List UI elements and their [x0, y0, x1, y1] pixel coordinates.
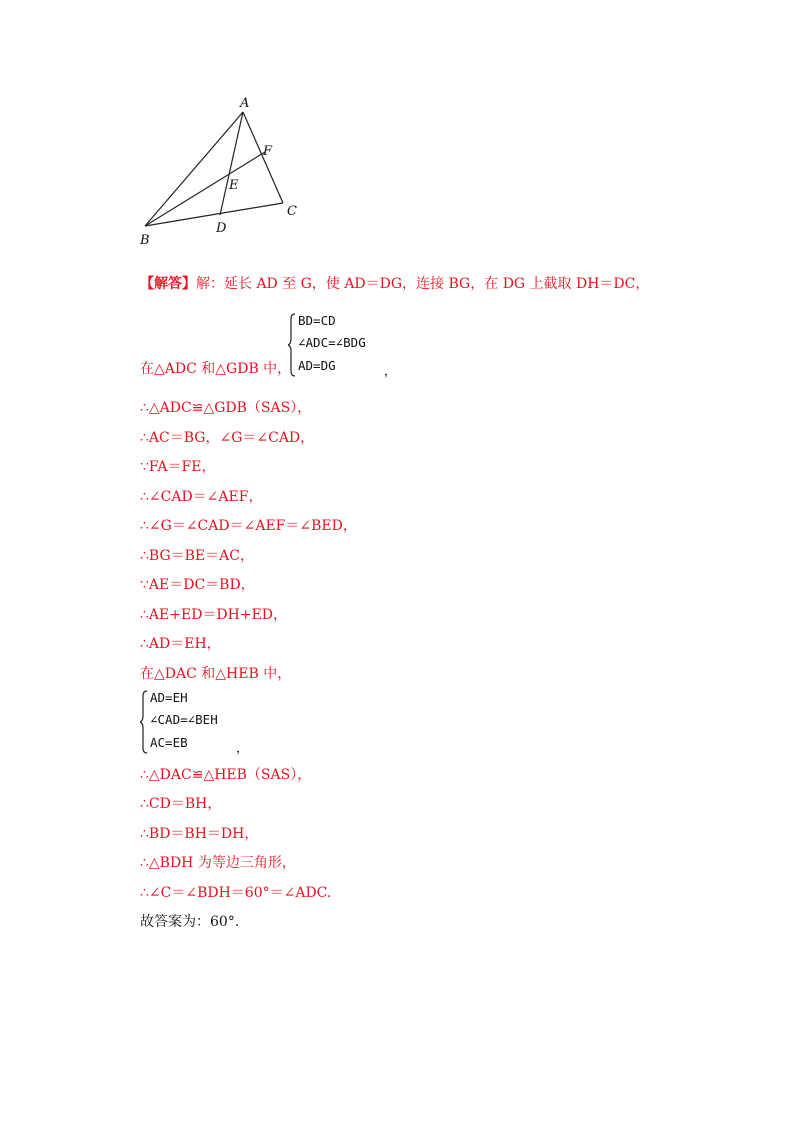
equation-system-2 — [140, 690, 250, 754]
final-answer: 故答案为：60°. — [140, 914, 240, 930]
sys1-row-1: BD=CD — [298, 313, 336, 328]
sys2-row-1: AD=EH — [150, 690, 188, 705]
step-7: ∵AE＝DC＝BD， — [140, 577, 255, 593]
triangle-diagram — [130, 92, 320, 252]
step-2: ∴AC＝BG，∠G＝∠CAD， — [140, 430, 315, 446]
sys2-comma: ， — [236, 740, 249, 755]
step-12: ∴BD＝BH＝DH， — [140, 826, 259, 842]
step-8: ∴AE+ED＝DH+ED， — [140, 607, 288, 623]
equation-system-1 — [288, 313, 398, 377]
label-B: B — [140, 233, 150, 248]
segment-BF — [145, 152, 265, 226]
sys2-row-2: ∠CAD=∠BEH — [150, 712, 218, 727]
segment-BC — [145, 203, 283, 226]
step-9: ∴AD＝EH， — [140, 636, 221, 652]
sys1-row-3: AD=DG — [298, 358, 336, 373]
step-4: ∴∠CAD＝∠AEF， — [140, 489, 263, 505]
step-6: ∴BG＝BE＝AC， — [140, 548, 254, 564]
label-F: F — [263, 144, 273, 159]
label-E: E — [229, 178, 239, 193]
in-triangle-1: 在△ADC 和△GDB 中， — [140, 361, 292, 377]
step-1: ∴△ADC≌△GDB（SAS）， — [140, 400, 312, 416]
sys1-row-2: ∠ADC=∠BDG — [298, 335, 366, 350]
sys2-row-3: AC=EB — [150, 735, 188, 750]
label-C: C — [287, 204, 297, 219]
sys1-comma: ， — [384, 363, 397, 378]
solution-intro — [140, 275, 649, 293]
label-A: A — [240, 96, 250, 111]
answer-bracket-label: 【解答】 — [140, 276, 196, 292]
triangle-figure — [130, 92, 320, 252]
step-11: ∴CD＝BH， — [140, 796, 222, 812]
step-10: ∴△DAC≌△HEB（SAS）， — [140, 767, 312, 783]
step-14: ∴∠C＝∠BDH＝60°＝∠ADC. — [140, 885, 332, 901]
step-5: ∴∠G＝∠CAD＝∠AEF＝∠BED， — [140, 518, 357, 534]
left-brace-icon — [140, 690, 148, 754]
intro-text: 解：延长 AD 至 G，使 AD＝DG，连接 BG，在 DG 上截取 DH＝DC， — [196, 276, 650, 292]
step-13: ∴△BDH 为等边三角形， — [140, 855, 296, 871]
segment-AD — [220, 112, 243, 215]
step-3: ∵FA＝FE， — [140, 459, 216, 475]
in-triangle-2: 在△DAC 和△HEB 中， — [140, 666, 292, 682]
label-D: D — [216, 221, 227, 236]
segment-AB — [145, 112, 243, 226]
